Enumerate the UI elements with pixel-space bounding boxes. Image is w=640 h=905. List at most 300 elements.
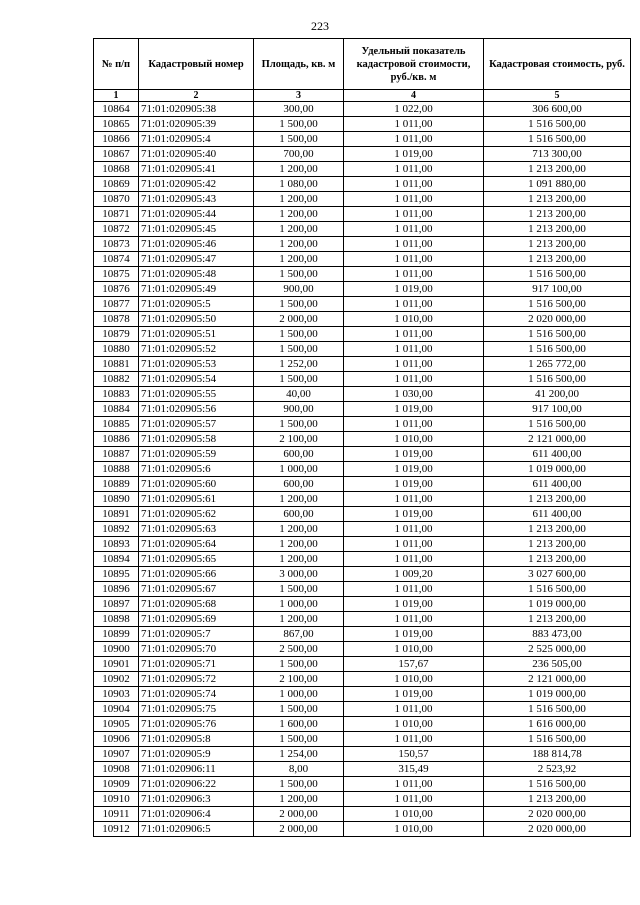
cadastral-number: 71:01:020905:70 — [139, 642, 254, 657]
table-row — [94, 477, 631, 492]
cadastral-number: 71:01:020905:62 — [139, 507, 254, 522]
row-index: 10902 — [94, 672, 139, 687]
row-index: 10871 — [94, 207, 139, 222]
table-body — [94, 102, 631, 837]
unit-value: 1 010,00 — [344, 672, 484, 687]
cadastral-number: 71:01:020905:64 — [139, 537, 254, 552]
area-value: 1 200,00 — [254, 612, 344, 627]
unit-value: 1 011,00 — [344, 222, 484, 237]
unit-value: 1 010,00 — [344, 807, 484, 822]
cadastral-number: 71:01:020905:43 — [139, 192, 254, 207]
row-index: 10891 — [94, 507, 139, 522]
row-index: 10908 — [94, 762, 139, 777]
header-cadastral-value: Кадастровая стоимость, руб. — [484, 39, 631, 90]
column-number: 3 — [254, 90, 344, 102]
cadastral-number: 71:01:020905:5 — [139, 297, 254, 312]
cadastral-value: 3 027 600,00 — [484, 567, 631, 582]
unit-value: 1 010,00 — [344, 642, 484, 657]
cadastral-number: 71:01:020905:4 — [139, 132, 254, 147]
cadastral-number: 71:01:020905:46 — [139, 237, 254, 252]
cadastral-value: 2 525 000,00 — [484, 642, 631, 657]
cadastral-value: 41 200,00 — [484, 387, 631, 402]
unit-value: 1 011,00 — [344, 612, 484, 627]
cadastral-value: 611 400,00 — [484, 507, 631, 522]
cadastral-value: 236 505,00 — [484, 657, 631, 672]
cadastral-number: 71:01:020906:4 — [139, 807, 254, 822]
row-index: 10904 — [94, 702, 139, 717]
table-row — [94, 612, 631, 627]
cadastral-value: 1 213 200,00 — [484, 192, 631, 207]
row-index: 10866 — [94, 132, 139, 147]
cadastral-number: 71:01:020905:45 — [139, 222, 254, 237]
cadastral-value: 1 213 200,00 — [484, 522, 631, 537]
cadastral-value: 2 020 000,00 — [484, 312, 631, 327]
table-row — [94, 132, 631, 147]
row-index: 10880 — [94, 342, 139, 357]
row-index: 10885 — [94, 417, 139, 432]
cadastral-number: 71:01:020905:56 — [139, 402, 254, 417]
row-index: 10899 — [94, 627, 139, 642]
row-index: 10886 — [94, 432, 139, 447]
table-row — [94, 807, 631, 822]
cadastral-number: 71:01:020905:69 — [139, 612, 254, 627]
area-value: 1 252,00 — [254, 357, 344, 372]
unit-value: 1 011,00 — [344, 267, 484, 282]
unit-value: 1 011,00 — [344, 297, 484, 312]
cadastral-value: 883 473,00 — [484, 627, 631, 642]
row-index: 10912 — [94, 822, 139, 837]
unit-value: 1 019,00 — [344, 447, 484, 462]
table-row — [94, 252, 631, 267]
cadastral-number: 71:01:020906:11 — [139, 762, 254, 777]
area-value: 1 500,00 — [254, 777, 344, 792]
cadastral-number: 71:01:020905:44 — [139, 207, 254, 222]
cadastral-number: 71:01:020905:52 — [139, 342, 254, 357]
area-value: 1 200,00 — [254, 207, 344, 222]
cadastral-value: 1 516 500,00 — [484, 117, 631, 132]
area-value: 1 600,00 — [254, 717, 344, 732]
column-number-row — [94, 90, 631, 102]
cadastral-number: 71:01:020905:50 — [139, 312, 254, 327]
cadastral-value: 1 019 000,00 — [484, 462, 631, 477]
cadastral-number: 71:01:020905:42 — [139, 177, 254, 192]
table-row — [94, 522, 631, 537]
cadastral-value: 306 600,00 — [484, 102, 631, 117]
cadastral-number: 71:01:020905:8 — [139, 732, 254, 747]
row-index: 10865 — [94, 117, 139, 132]
table-row — [94, 342, 631, 357]
row-index: 10907 — [94, 747, 139, 762]
area-value: 2 000,00 — [254, 822, 344, 837]
table-row — [94, 582, 631, 597]
cadastral-value: 1 213 200,00 — [484, 207, 631, 222]
cadastral-number: 71:01:020905:53 — [139, 357, 254, 372]
unit-value: 1 011,00 — [344, 792, 484, 807]
table-row — [94, 762, 631, 777]
area-value: 600,00 — [254, 507, 344, 522]
cadastral-number: 71:01:020905:39 — [139, 117, 254, 132]
cadastral-number: 71:01:020905:65 — [139, 552, 254, 567]
table-row — [94, 282, 631, 297]
cadastral-value: 1 516 500,00 — [484, 732, 631, 747]
unit-value: 1 011,00 — [344, 582, 484, 597]
area-value: 2 000,00 — [254, 312, 344, 327]
cadastral-number: 71:01:020905:54 — [139, 372, 254, 387]
cadastral-number: 71:01:020905:38 — [139, 102, 254, 117]
row-index: 10870 — [94, 192, 139, 207]
row-index: 10911 — [94, 807, 139, 822]
unit-value: 1 010,00 — [344, 312, 484, 327]
unit-value: 1 019,00 — [344, 462, 484, 477]
table-row — [94, 117, 631, 132]
cadastral-value: 917 100,00 — [484, 282, 631, 297]
table-row — [94, 447, 631, 462]
row-index: 10898 — [94, 612, 139, 627]
row-index: 10881 — [94, 357, 139, 372]
area-value: 1 200,00 — [254, 792, 344, 807]
cadastral-number: 71:01:020905:6 — [139, 462, 254, 477]
header-cadastral-number: Кадастровый номер — [139, 39, 254, 90]
table-row — [94, 327, 631, 342]
unit-value: 315,49 — [344, 762, 484, 777]
cadastral-value: 1 213 200,00 — [484, 492, 631, 507]
table-row — [94, 402, 631, 417]
table-row — [94, 552, 631, 567]
cadastral-number: 71:01:020905:59 — [139, 447, 254, 462]
area-value: 1 500,00 — [254, 327, 344, 342]
cadastral-value: 2 523,92 — [484, 762, 631, 777]
area-value: 1 000,00 — [254, 687, 344, 702]
area-value: 1 200,00 — [254, 192, 344, 207]
row-index: 10864 — [94, 102, 139, 117]
row-index: 10905 — [94, 717, 139, 732]
cadastral-value: 2 020 000,00 — [484, 807, 631, 822]
cadastral-value: 1 516 500,00 — [484, 582, 631, 597]
header-index: № п/п — [94, 39, 139, 90]
table-row — [94, 822, 631, 837]
row-index: 10890 — [94, 492, 139, 507]
unit-value: 1 011,00 — [344, 252, 484, 267]
unit-value: 1 011,00 — [344, 537, 484, 552]
area-value: 1 500,00 — [254, 117, 344, 132]
row-index: 10888 — [94, 462, 139, 477]
area-value: 600,00 — [254, 477, 344, 492]
area-value: 3 000,00 — [254, 567, 344, 582]
row-index: 10874 — [94, 252, 139, 267]
cadastral-value: 1 516 500,00 — [484, 327, 631, 342]
cadastral-number: 71:01:020905:74 — [139, 687, 254, 702]
row-index: 10894 — [94, 552, 139, 567]
area-value: 600,00 — [254, 447, 344, 462]
row-index: 10896 — [94, 582, 139, 597]
table-row — [94, 267, 631, 282]
cadastral-number: 71:01:020905:47 — [139, 252, 254, 267]
cadastral-value: 1 516 500,00 — [484, 267, 631, 282]
unit-value: 1 011,00 — [344, 492, 484, 507]
table-row — [94, 717, 631, 732]
cadastral-value: 1 213 200,00 — [484, 252, 631, 267]
cadastral-number: 71:01:020905:61 — [139, 492, 254, 507]
area-value: 1 500,00 — [254, 582, 344, 597]
row-index: 10873 — [94, 237, 139, 252]
cadastral-value: 611 400,00 — [484, 447, 631, 462]
area-value: 700,00 — [254, 147, 344, 162]
table-row — [94, 507, 631, 522]
cadastral-number: 71:01:020905:40 — [139, 147, 254, 162]
column-number: 4 — [344, 90, 484, 102]
unit-value: 1 011,00 — [344, 327, 484, 342]
row-index: 10876 — [94, 282, 139, 297]
area-value: 1 080,00 — [254, 177, 344, 192]
area-value: 1 200,00 — [254, 237, 344, 252]
table-row — [94, 462, 631, 477]
cadastral-value: 1 213 200,00 — [484, 222, 631, 237]
area-value: 1 500,00 — [254, 297, 344, 312]
area-value: 1 000,00 — [254, 597, 344, 612]
unit-value: 1 019,00 — [344, 147, 484, 162]
area-value: 2 000,00 — [254, 807, 344, 822]
row-index: 10909 — [94, 777, 139, 792]
row-index: 10872 — [94, 222, 139, 237]
area-value: 1 200,00 — [254, 492, 344, 507]
cadastral-number: 71:01:020905:48 — [139, 267, 254, 282]
row-index: 10910 — [94, 792, 139, 807]
area-value: 1 200,00 — [254, 222, 344, 237]
area-value: 1 254,00 — [254, 747, 344, 762]
unit-value: 1 019,00 — [344, 477, 484, 492]
unit-value: 1 019,00 — [344, 687, 484, 702]
row-index: 10882 — [94, 372, 139, 387]
cadastral-number: 71:01:020905:76 — [139, 717, 254, 732]
table-row — [94, 732, 631, 747]
unit-value: 1 022,00 — [344, 102, 484, 117]
unit-value: 1 019,00 — [344, 627, 484, 642]
table-row — [94, 102, 631, 117]
area-value: 40,00 — [254, 387, 344, 402]
table-row — [94, 387, 631, 402]
cadastral-value: 1 213 200,00 — [484, 792, 631, 807]
page-number: 223 — [311, 19, 329, 33]
row-index: 10900 — [94, 642, 139, 657]
unit-value: 1 011,00 — [344, 357, 484, 372]
unit-value: 1 011,00 — [344, 372, 484, 387]
row-index: 10889 — [94, 477, 139, 492]
table-row — [94, 672, 631, 687]
table-row — [94, 147, 631, 162]
cadastral-value: 1 213 200,00 — [484, 237, 631, 252]
row-index: 10883 — [94, 387, 139, 402]
cadastral-value: 1 516 500,00 — [484, 297, 631, 312]
cadastral-value: 917 100,00 — [484, 402, 631, 417]
table-row — [94, 492, 631, 507]
unit-value: 1 011,00 — [344, 702, 484, 717]
area-value: 1 500,00 — [254, 732, 344, 747]
area-value: 900,00 — [254, 402, 344, 417]
row-index: 10869 — [94, 177, 139, 192]
row-index: 10867 — [94, 147, 139, 162]
cadastral-value: 1 616 000,00 — [484, 717, 631, 732]
area-value: 1 500,00 — [254, 342, 344, 357]
header-row — [94, 39, 631, 90]
area-value: 1 500,00 — [254, 372, 344, 387]
cadastral-value: 188 814,78 — [484, 747, 631, 762]
table-row — [94, 432, 631, 447]
cadastral-number: 71:01:020905:63 — [139, 522, 254, 537]
cadastral-number: 71:01:020905:55 — [139, 387, 254, 402]
unit-value: 1 011,00 — [344, 552, 484, 567]
row-index: 10879 — [94, 327, 139, 342]
cadastral-value: 1 516 500,00 — [484, 342, 631, 357]
column-number: 5 — [484, 90, 631, 102]
area-value: 8,00 — [254, 762, 344, 777]
area-value: 1 200,00 — [254, 522, 344, 537]
cadastral-number: 71:01:020905:68 — [139, 597, 254, 612]
unit-value: 1 011,00 — [344, 732, 484, 747]
cadastral-value: 1 516 500,00 — [484, 132, 631, 147]
cadastral-number: 71:01:020905:66 — [139, 567, 254, 582]
cadastral-number: 71:01:020905:58 — [139, 432, 254, 447]
cadastral-number: 71:01:020905:57 — [139, 417, 254, 432]
cadastral-number: 71:01:020905:9 — [139, 747, 254, 762]
area-value: 1 200,00 — [254, 252, 344, 267]
cadastral-number: 71:01:020905:41 — [139, 162, 254, 177]
cadastral-value: 1 019 000,00 — [484, 597, 631, 612]
area-value: 1 000,00 — [254, 462, 344, 477]
area-value: 1 500,00 — [254, 702, 344, 717]
column-number: 1 — [94, 90, 139, 102]
row-index: 10868 — [94, 162, 139, 177]
header-area: Площадь, кв. м — [254, 39, 344, 90]
row-index: 10884 — [94, 402, 139, 417]
row-index: 10887 — [94, 447, 139, 462]
cadastral-number: 71:01:020905:51 — [139, 327, 254, 342]
cadastral-value: 1 516 500,00 — [484, 777, 631, 792]
table-row — [94, 192, 631, 207]
unit-value: 1 011,00 — [344, 162, 484, 177]
header-unit-value: Удельный показатель кадастровой стоимости, руб./кв. м — [344, 39, 484, 90]
table-row — [94, 702, 631, 717]
cadastral-value: 1 213 200,00 — [484, 552, 631, 567]
cadastral-value: 1 091 880,00 — [484, 177, 631, 192]
unit-value: 1 030,00 — [344, 387, 484, 402]
table-row — [94, 297, 631, 312]
table-row — [94, 177, 631, 192]
area-value: 1 200,00 — [254, 537, 344, 552]
cadastral-value: 713 300,00 — [484, 147, 631, 162]
unit-value: 1 011,00 — [344, 132, 484, 147]
table-row — [94, 657, 631, 672]
table-row — [94, 777, 631, 792]
cadastral-number: 71:01:020905:7 — [139, 627, 254, 642]
area-value: 1 500,00 — [254, 267, 344, 282]
cadastral-number: 71:01:020905:67 — [139, 582, 254, 597]
table-row — [94, 687, 631, 702]
table-row — [94, 597, 631, 612]
cadastral-number: 71:01:020905:71 — [139, 657, 254, 672]
cadastral-value: 611 400,00 — [484, 477, 631, 492]
unit-value: 157,67 — [344, 657, 484, 672]
area-value: 1 200,00 — [254, 552, 344, 567]
table-row — [94, 207, 631, 222]
row-index: 10893 — [94, 537, 139, 552]
row-index: 10903 — [94, 687, 139, 702]
table-row — [94, 747, 631, 762]
table-row — [94, 312, 631, 327]
table-row — [94, 567, 631, 582]
table-row — [94, 372, 631, 387]
row-index: 10906 — [94, 732, 139, 747]
row-index: 10878 — [94, 312, 139, 327]
table-row — [94, 537, 631, 552]
unit-value: 1 011,00 — [344, 192, 484, 207]
area-value: 867,00 — [254, 627, 344, 642]
unit-value: 1 019,00 — [344, 402, 484, 417]
unit-value: 1 011,00 — [344, 522, 484, 537]
unit-value: 1 011,00 — [344, 777, 484, 792]
cadastral-value: 1 265 772,00 — [484, 357, 631, 372]
cadastral-number: 71:01:020905:72 — [139, 672, 254, 687]
area-value: 2 100,00 — [254, 672, 344, 687]
cadastral-value: 2 020 000,00 — [484, 822, 631, 837]
row-index: 10877 — [94, 297, 139, 312]
unit-value: 1 010,00 — [344, 432, 484, 447]
cadastral-number: 71:01:020906:22 — [139, 777, 254, 792]
table-row — [94, 237, 631, 252]
unit-value: 1 011,00 — [344, 207, 484, 222]
cadastral-value: 2 121 000,00 — [484, 672, 631, 687]
area-value: 300,00 — [254, 102, 344, 117]
area-value: 2 500,00 — [254, 642, 344, 657]
unit-value: 1 011,00 — [344, 417, 484, 432]
unit-value: 1 010,00 — [344, 717, 484, 732]
row-index: 10895 — [94, 567, 139, 582]
row-index: 10892 — [94, 522, 139, 537]
cadastral-value: 1 213 200,00 — [484, 537, 631, 552]
area-value: 1 500,00 — [254, 657, 344, 672]
area-value: 1 500,00 — [254, 417, 344, 432]
cadastral-number: 71:01:020905:60 — [139, 477, 254, 492]
table-row — [94, 222, 631, 237]
column-number: 2 — [139, 90, 254, 102]
area-value: 1 200,00 — [254, 162, 344, 177]
unit-value: 1 011,00 — [344, 237, 484, 252]
cadastral-value: 1 213 200,00 — [484, 162, 631, 177]
table-row — [94, 162, 631, 177]
unit-value: 1 011,00 — [344, 342, 484, 357]
row-index: 10897 — [94, 597, 139, 612]
table-row — [94, 642, 631, 657]
cadastral-value: 2 121 000,00 — [484, 432, 631, 447]
row-index: 10875 — [94, 267, 139, 282]
cadastral-number: 71:01:020906:3 — [139, 792, 254, 807]
area-value: 900,00 — [254, 282, 344, 297]
cadastral-number: 71:01:020905:49 — [139, 282, 254, 297]
cadastral-value: 1 516 500,00 — [484, 702, 631, 717]
cadastral-value: 1 019 000,00 — [484, 687, 631, 702]
unit-value: 1 019,00 — [344, 507, 484, 522]
unit-value: 1 019,00 — [344, 597, 484, 612]
table-row — [94, 357, 631, 372]
cadastral-number: 71:01:020905:75 — [139, 702, 254, 717]
unit-value: 1 011,00 — [344, 177, 484, 192]
table-row — [94, 627, 631, 642]
cadastral-value: 1 213 200,00 — [484, 612, 631, 627]
cadastral-value: 1 516 500,00 — [484, 372, 631, 387]
cadastral-value: 1 516 500,00 — [484, 417, 631, 432]
unit-value: 1 019,00 — [344, 282, 484, 297]
table-row — [94, 792, 631, 807]
cadastral-number: 71:01:020906:5 — [139, 822, 254, 837]
